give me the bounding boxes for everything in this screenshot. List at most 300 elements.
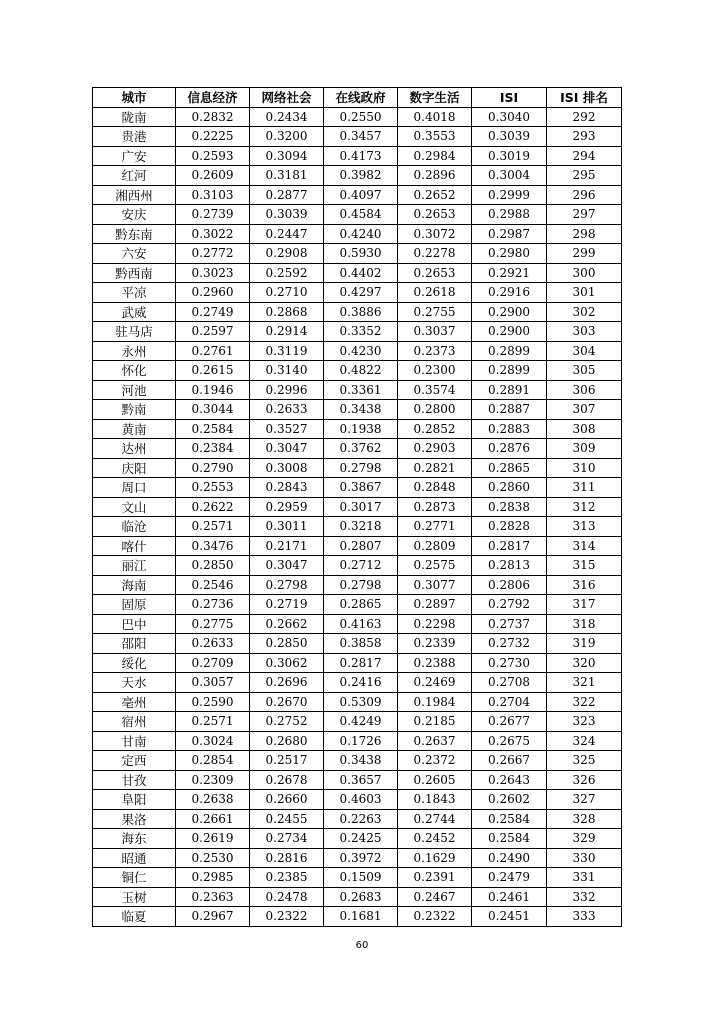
digital-life-cell: 0.3574 [398, 380, 472, 400]
digital-life-cell: 0.1984 [398, 692, 472, 712]
information-economy-cell: 0.2749 [176, 302, 250, 322]
table-row [93, 224, 622, 244]
information-economy-cell: 0.2571 [176, 712, 250, 732]
network-society-cell: 0.3200 [250, 127, 324, 147]
isi-cell: 0.2643 [472, 770, 547, 790]
header-online-government: 在线政府 [324, 88, 398, 108]
information-economy-cell: 0.3057 [176, 673, 250, 693]
isi-rank-cell: 292 [547, 107, 622, 127]
isi-rank-cell: 297 [547, 205, 622, 225]
isi-cell: 0.2584 [472, 829, 547, 849]
information-economy-cell: 0.2584 [176, 419, 250, 439]
city-cell: 玉树 [93, 887, 176, 907]
online-government-cell: 0.2683 [324, 887, 398, 907]
digital-life-cell: 0.2300 [398, 361, 472, 381]
information-economy-cell: 0.3022 [176, 224, 250, 244]
isi-rank-cell: 329 [547, 829, 622, 849]
network-society-cell: 0.2478 [250, 887, 324, 907]
isi-rank-cell: 308 [547, 419, 622, 439]
isi-rank-cell: 307 [547, 400, 622, 420]
information-economy-cell: 0.2761 [176, 341, 250, 361]
network-society-cell: 0.2877 [250, 185, 324, 205]
isi-rank-cell: 313 [547, 517, 622, 537]
digital-life-cell: 0.2339 [398, 634, 472, 654]
digital-life-cell: 0.2278 [398, 244, 472, 264]
information-economy-cell: 0.2609 [176, 166, 250, 186]
information-economy-cell: 0.2967 [176, 907, 250, 927]
isi-rank-cell: 304 [547, 341, 622, 361]
online-government-cell: 0.3867 [324, 478, 398, 498]
city-cell: 广安 [93, 146, 176, 166]
online-government-cell: 0.2263 [324, 809, 398, 829]
city-cell: 贵港 [93, 127, 176, 147]
table-row [93, 517, 622, 537]
table-row [93, 907, 622, 927]
information-economy-cell: 0.2553 [176, 478, 250, 498]
digital-life-cell: 0.2984 [398, 146, 472, 166]
information-economy-cell: 0.2546 [176, 575, 250, 595]
isi-cell: 0.2828 [472, 517, 547, 537]
city-cell: 文山 [93, 497, 176, 517]
online-government-cell: 0.3762 [324, 439, 398, 459]
table-row [93, 419, 622, 439]
digital-life-cell: 0.2903 [398, 439, 472, 459]
city-cell: 武威 [93, 302, 176, 322]
city-cell: 河池 [93, 380, 176, 400]
city-cell: 海南 [93, 575, 176, 595]
digital-life-cell: 0.2852 [398, 419, 472, 439]
table-row [93, 595, 622, 615]
online-government-cell: 0.4822 [324, 361, 398, 381]
isi-rank-cell: 299 [547, 244, 622, 264]
city-cell: 黔东南 [93, 224, 176, 244]
digital-life-cell: 0.2896 [398, 166, 472, 186]
table-row [93, 868, 622, 888]
network-society-cell: 0.2734 [250, 829, 324, 849]
isi-rank-cell: 310 [547, 458, 622, 478]
digital-life-cell: 0.2467 [398, 887, 472, 907]
city-cell: 宿州 [93, 712, 176, 732]
table-row [93, 770, 622, 790]
table-row [93, 848, 622, 868]
isi-rank-cell: 324 [547, 731, 622, 751]
table-row [93, 536, 622, 556]
isi-cell: 0.2838 [472, 497, 547, 517]
isi-rank-cell: 305 [547, 361, 622, 381]
information-economy-cell: 0.2638 [176, 790, 250, 810]
table-row [93, 380, 622, 400]
table-row [93, 107, 622, 127]
online-government-cell: 0.2416 [324, 673, 398, 693]
online-government-cell: 0.3972 [324, 848, 398, 868]
table-header-row [93, 88, 622, 108]
table-row [93, 439, 622, 459]
table-row [93, 361, 622, 381]
network-society-cell: 0.3062 [250, 653, 324, 673]
isi-rank-cell: 326 [547, 770, 622, 790]
isi-rank-cell: 302 [547, 302, 622, 322]
table-row [93, 731, 622, 751]
table-row [93, 887, 622, 907]
information-economy-cell: 0.3476 [176, 536, 250, 556]
isi-rank-cell: 312 [547, 497, 622, 517]
city-cell: 庆阳 [93, 458, 176, 478]
table-row [93, 497, 622, 517]
digital-life-cell: 0.3037 [398, 322, 472, 342]
network-society-cell: 0.2385 [250, 868, 324, 888]
city-cell: 海东 [93, 829, 176, 849]
city-cell: 定西 [93, 751, 176, 771]
network-society-cell: 0.2710 [250, 283, 324, 303]
isi-cell: 0.2730 [472, 653, 547, 673]
digital-life-cell: 0.2605 [398, 770, 472, 790]
network-society-cell: 0.2868 [250, 302, 324, 322]
online-government-cell: 0.3657 [324, 770, 398, 790]
online-government-cell: 0.3858 [324, 634, 398, 654]
network-society-cell: 0.2752 [250, 712, 324, 732]
table-row [93, 829, 622, 849]
information-economy-cell: 0.2309 [176, 770, 250, 790]
table-row [93, 809, 622, 829]
isi-cell: 0.3004 [472, 166, 547, 186]
digital-life-cell: 0.2637 [398, 731, 472, 751]
network-society-cell: 0.2996 [250, 380, 324, 400]
network-society-cell: 0.2843 [250, 478, 324, 498]
city-cell: 甘南 [93, 731, 176, 751]
online-government-cell: 0.2712 [324, 556, 398, 576]
isi-rank-cell: 293 [547, 127, 622, 147]
online-government-cell: 0.4240 [324, 224, 398, 244]
city-cell: 临夏 [93, 907, 176, 927]
isi-cell: 0.3039 [472, 127, 547, 147]
city-cell: 丽江 [93, 556, 176, 576]
network-society-cell: 0.3047 [250, 439, 324, 459]
isi-rank-cell: 296 [547, 185, 622, 205]
isi-cell: 0.2899 [472, 341, 547, 361]
information-economy-cell: 0.2661 [176, 809, 250, 829]
isi-cell: 0.2451 [472, 907, 547, 927]
isi-rank-cell: 295 [547, 166, 622, 186]
table-row [93, 322, 622, 342]
isi-cell: 0.2806 [472, 575, 547, 595]
city-cell: 平凉 [93, 283, 176, 303]
network-society-cell: 0.3039 [250, 205, 324, 225]
information-economy-cell: 0.2736 [176, 595, 250, 615]
online-government-cell: 0.1509 [324, 868, 398, 888]
network-society-cell: 0.2798 [250, 575, 324, 595]
online-government-cell: 0.3017 [324, 497, 398, 517]
city-cell: 甘孜 [93, 770, 176, 790]
network-society-cell: 0.3008 [250, 458, 324, 478]
digital-life-cell: 0.2848 [398, 478, 472, 498]
network-society-cell: 0.2434 [250, 107, 324, 127]
online-government-cell: 0.2817 [324, 653, 398, 673]
network-society-cell: 0.2959 [250, 497, 324, 517]
digital-life-cell: 0.2618 [398, 283, 472, 303]
online-government-cell: 0.3982 [324, 166, 398, 186]
isi-rank-cell: 328 [547, 809, 622, 829]
online-government-cell: 0.1726 [324, 731, 398, 751]
digital-life-cell: 0.1843 [398, 790, 472, 810]
page-number: 60 [355, 940, 369, 951]
online-government-cell: 0.4163 [324, 614, 398, 634]
isi-cell: 0.2584 [472, 809, 547, 829]
city-cell: 昭通 [93, 848, 176, 868]
online-government-cell: 0.3352 [324, 322, 398, 342]
isi-rank-cell: 327 [547, 790, 622, 810]
isi-rank-cell: 314 [547, 536, 622, 556]
online-government-cell: 0.3457 [324, 127, 398, 147]
digital-life-cell: 0.2185 [398, 712, 472, 732]
information-economy-cell: 0.2619 [176, 829, 250, 849]
information-economy-cell: 0.3044 [176, 400, 250, 420]
isi-rank-cell: 317 [547, 595, 622, 615]
isi-cell: 0.3040 [472, 107, 547, 127]
online-government-cell: 0.4603 [324, 790, 398, 810]
city-cell: 六安 [93, 244, 176, 264]
isi-cell: 0.2813 [472, 556, 547, 576]
network-society-cell: 0.2517 [250, 751, 324, 771]
digital-life-cell: 0.2372 [398, 751, 472, 771]
network-society-cell: 0.2908 [250, 244, 324, 264]
isi-rank-cell: 320 [547, 653, 622, 673]
network-society-cell: 0.2850 [250, 634, 324, 654]
isi-cell: 0.2708 [472, 673, 547, 693]
information-economy-cell: 0.2709 [176, 653, 250, 673]
isi-cell: 0.2980 [472, 244, 547, 264]
online-government-cell: 0.4173 [324, 146, 398, 166]
table-row [93, 146, 622, 166]
online-government-cell: 0.1938 [324, 419, 398, 439]
online-government-cell: 0.2807 [324, 536, 398, 556]
network-society-cell: 0.2719 [250, 595, 324, 615]
isi-cell: 0.2490 [472, 848, 547, 868]
information-economy-cell: 0.2590 [176, 692, 250, 712]
information-economy-cell: 0.2622 [176, 497, 250, 517]
header-isi: ISI [472, 88, 547, 108]
digital-life-cell: 0.4018 [398, 107, 472, 127]
information-economy-cell: 0.2985 [176, 868, 250, 888]
city-cell: 达州 [93, 439, 176, 459]
network-society-cell: 0.2680 [250, 731, 324, 751]
isi-cell: 0.2817 [472, 536, 547, 556]
network-society-cell: 0.2455 [250, 809, 324, 829]
isi-cell: 0.2704 [472, 692, 547, 712]
isi-cell: 0.2988 [472, 205, 547, 225]
city-cell: 固原 [93, 595, 176, 615]
information-economy-cell: 0.2384 [176, 439, 250, 459]
information-economy-cell: 0.1946 [176, 380, 250, 400]
isi-cell: 0.2737 [472, 614, 547, 634]
table-row [93, 458, 622, 478]
city-cell: 绥化 [93, 653, 176, 673]
information-economy-cell: 0.2615 [176, 361, 250, 381]
information-economy-cell: 0.3023 [176, 263, 250, 283]
digital-life-cell: 0.2653 [398, 263, 472, 283]
table-row [93, 341, 622, 361]
isi-cell: 0.2916 [472, 283, 547, 303]
information-economy-cell: 0.3024 [176, 731, 250, 751]
network-society-cell: 0.2670 [250, 692, 324, 712]
isi-cell: 0.2461 [472, 887, 547, 907]
online-government-cell: 0.2550 [324, 107, 398, 127]
digital-life-cell: 0.2373 [398, 341, 472, 361]
information-economy-cell: 0.2772 [176, 244, 250, 264]
isi-rank-cell: 300 [547, 263, 622, 283]
header-isi-rank: ISI 排名 [547, 88, 622, 108]
isi-rank-cell: 325 [547, 751, 622, 771]
network-society-cell: 0.3527 [250, 419, 324, 439]
isi-cell: 0.2677 [472, 712, 547, 732]
network-society-cell: 0.3047 [250, 556, 324, 576]
isi-cell: 0.3019 [472, 146, 547, 166]
city-cell: 阜阳 [93, 790, 176, 810]
city-cell: 邵阳 [93, 634, 176, 654]
information-economy-cell: 0.2633 [176, 634, 250, 654]
digital-life-cell: 0.2873 [398, 497, 472, 517]
isi-cell: 0.2732 [472, 634, 547, 654]
table-row [93, 712, 622, 732]
network-society-cell: 0.2633 [250, 400, 324, 420]
table-row [93, 614, 622, 634]
digital-life-cell: 0.2575 [398, 556, 472, 576]
digital-life-cell: 0.2821 [398, 458, 472, 478]
isi-rank-cell: 319 [547, 634, 622, 654]
isi-rank-cell: 306 [547, 380, 622, 400]
network-society-cell: 0.3140 [250, 361, 324, 381]
online-government-cell: 0.3438 [324, 751, 398, 771]
city-cell: 亳州 [93, 692, 176, 712]
isi-cell: 0.2792 [472, 595, 547, 615]
city-cell: 黔南 [93, 400, 176, 420]
digital-life-cell: 0.2744 [398, 809, 472, 829]
online-government-cell: 0.3886 [324, 302, 398, 322]
information-economy-cell: 0.2593 [176, 146, 250, 166]
isi-cell: 0.2883 [472, 419, 547, 439]
isi-rank-cell: 323 [547, 712, 622, 732]
digital-life-cell: 0.2298 [398, 614, 472, 634]
isi-rank-cell: 333 [547, 907, 622, 927]
city-cell: 驻马店 [93, 322, 176, 342]
online-government-cell: 0.3361 [324, 380, 398, 400]
information-economy-cell: 0.2850 [176, 556, 250, 576]
table-row [93, 653, 622, 673]
isi-cell: 0.2876 [472, 439, 547, 459]
table-body [93, 107, 622, 926]
digital-life-cell: 0.3553 [398, 127, 472, 147]
table-row [93, 478, 622, 498]
digital-life-cell: 0.1629 [398, 848, 472, 868]
table-row [93, 127, 622, 147]
table-row [93, 575, 622, 595]
online-government-cell: 0.2798 [324, 575, 398, 595]
city-cell: 临沧 [93, 517, 176, 537]
online-government-cell: 0.1681 [324, 907, 398, 927]
online-government-cell: 0.4584 [324, 205, 398, 225]
network-society-cell: 0.3094 [250, 146, 324, 166]
online-government-cell: 0.3438 [324, 400, 398, 420]
header-city: 城市 [93, 88, 176, 108]
isi-rank-cell: 316 [547, 575, 622, 595]
isi-cell: 0.2987 [472, 224, 547, 244]
digital-life-cell: 0.2809 [398, 536, 472, 556]
information-economy-cell: 0.2739 [176, 205, 250, 225]
table-row [93, 692, 622, 712]
isi-cell: 0.2675 [472, 731, 547, 751]
online-government-cell: 0.4097 [324, 185, 398, 205]
isi-rank-cell: 321 [547, 673, 622, 693]
city-cell: 果洛 [93, 809, 176, 829]
isi-rank-cell: 322 [547, 692, 622, 712]
network-society-cell: 0.3011 [250, 517, 324, 537]
table-row [93, 400, 622, 420]
information-economy-cell: 0.2960 [176, 283, 250, 303]
city-cell: 铜仁 [93, 868, 176, 888]
information-economy-cell: 0.2363 [176, 887, 250, 907]
city-cell: 周口 [93, 478, 176, 498]
table-row [93, 790, 622, 810]
information-economy-cell: 0.2775 [176, 614, 250, 634]
table-row [93, 263, 622, 283]
header-digital-life: 数字生活 [398, 88, 472, 108]
city-cell: 巴中 [93, 614, 176, 634]
digital-life-cell: 0.3072 [398, 224, 472, 244]
isi-rank-cell: 301 [547, 283, 622, 303]
network-society-cell: 0.2447 [250, 224, 324, 244]
online-government-cell: 0.2798 [324, 458, 398, 478]
digital-life-cell: 0.2322 [398, 907, 472, 927]
header-network-society: 网络社会 [250, 88, 324, 108]
digital-life-cell: 0.2469 [398, 673, 472, 693]
digital-life-cell: 0.2388 [398, 653, 472, 673]
header-information-economy: 信息经济 [176, 88, 250, 108]
digital-life-cell: 0.2653 [398, 205, 472, 225]
digital-life-cell: 0.3077 [398, 575, 472, 595]
isi-rank-cell: 298 [547, 224, 622, 244]
online-government-cell: 0.4230 [324, 341, 398, 361]
digital-life-cell: 0.2755 [398, 302, 472, 322]
city-cell: 怀化 [93, 361, 176, 381]
isi-cell: 0.2865 [472, 458, 547, 478]
digital-life-cell: 0.2800 [398, 400, 472, 420]
isi-rank-cell: 311 [547, 478, 622, 498]
table-row [93, 302, 622, 322]
isi-cell: 0.2602 [472, 790, 547, 810]
online-government-cell: 0.3218 [324, 517, 398, 537]
information-economy-cell: 0.3103 [176, 185, 250, 205]
isi-rank-cell: 330 [547, 848, 622, 868]
city-cell: 黔西南 [93, 263, 176, 283]
online-government-cell: 0.4402 [324, 263, 398, 283]
city-cell: 喀什 [93, 536, 176, 556]
network-society-cell: 0.2171 [250, 536, 324, 556]
information-economy-cell: 0.2832 [176, 107, 250, 127]
isi-cell: 0.2891 [472, 380, 547, 400]
network-society-cell: 0.2660 [250, 790, 324, 810]
isi-cell: 0.2667 [472, 751, 547, 771]
digital-life-cell: 0.2452 [398, 829, 472, 849]
table-row [93, 673, 622, 693]
network-society-cell: 0.2678 [250, 770, 324, 790]
isi-cell: 0.2999 [472, 185, 547, 205]
city-cell: 天水 [93, 673, 176, 693]
isi-rank-cell: 309 [547, 439, 622, 459]
digital-life-cell: 0.2652 [398, 185, 472, 205]
table-row [93, 244, 622, 264]
network-society-cell: 0.2662 [250, 614, 324, 634]
network-society-cell: 0.2914 [250, 322, 324, 342]
isi-cell: 0.2900 [472, 322, 547, 342]
